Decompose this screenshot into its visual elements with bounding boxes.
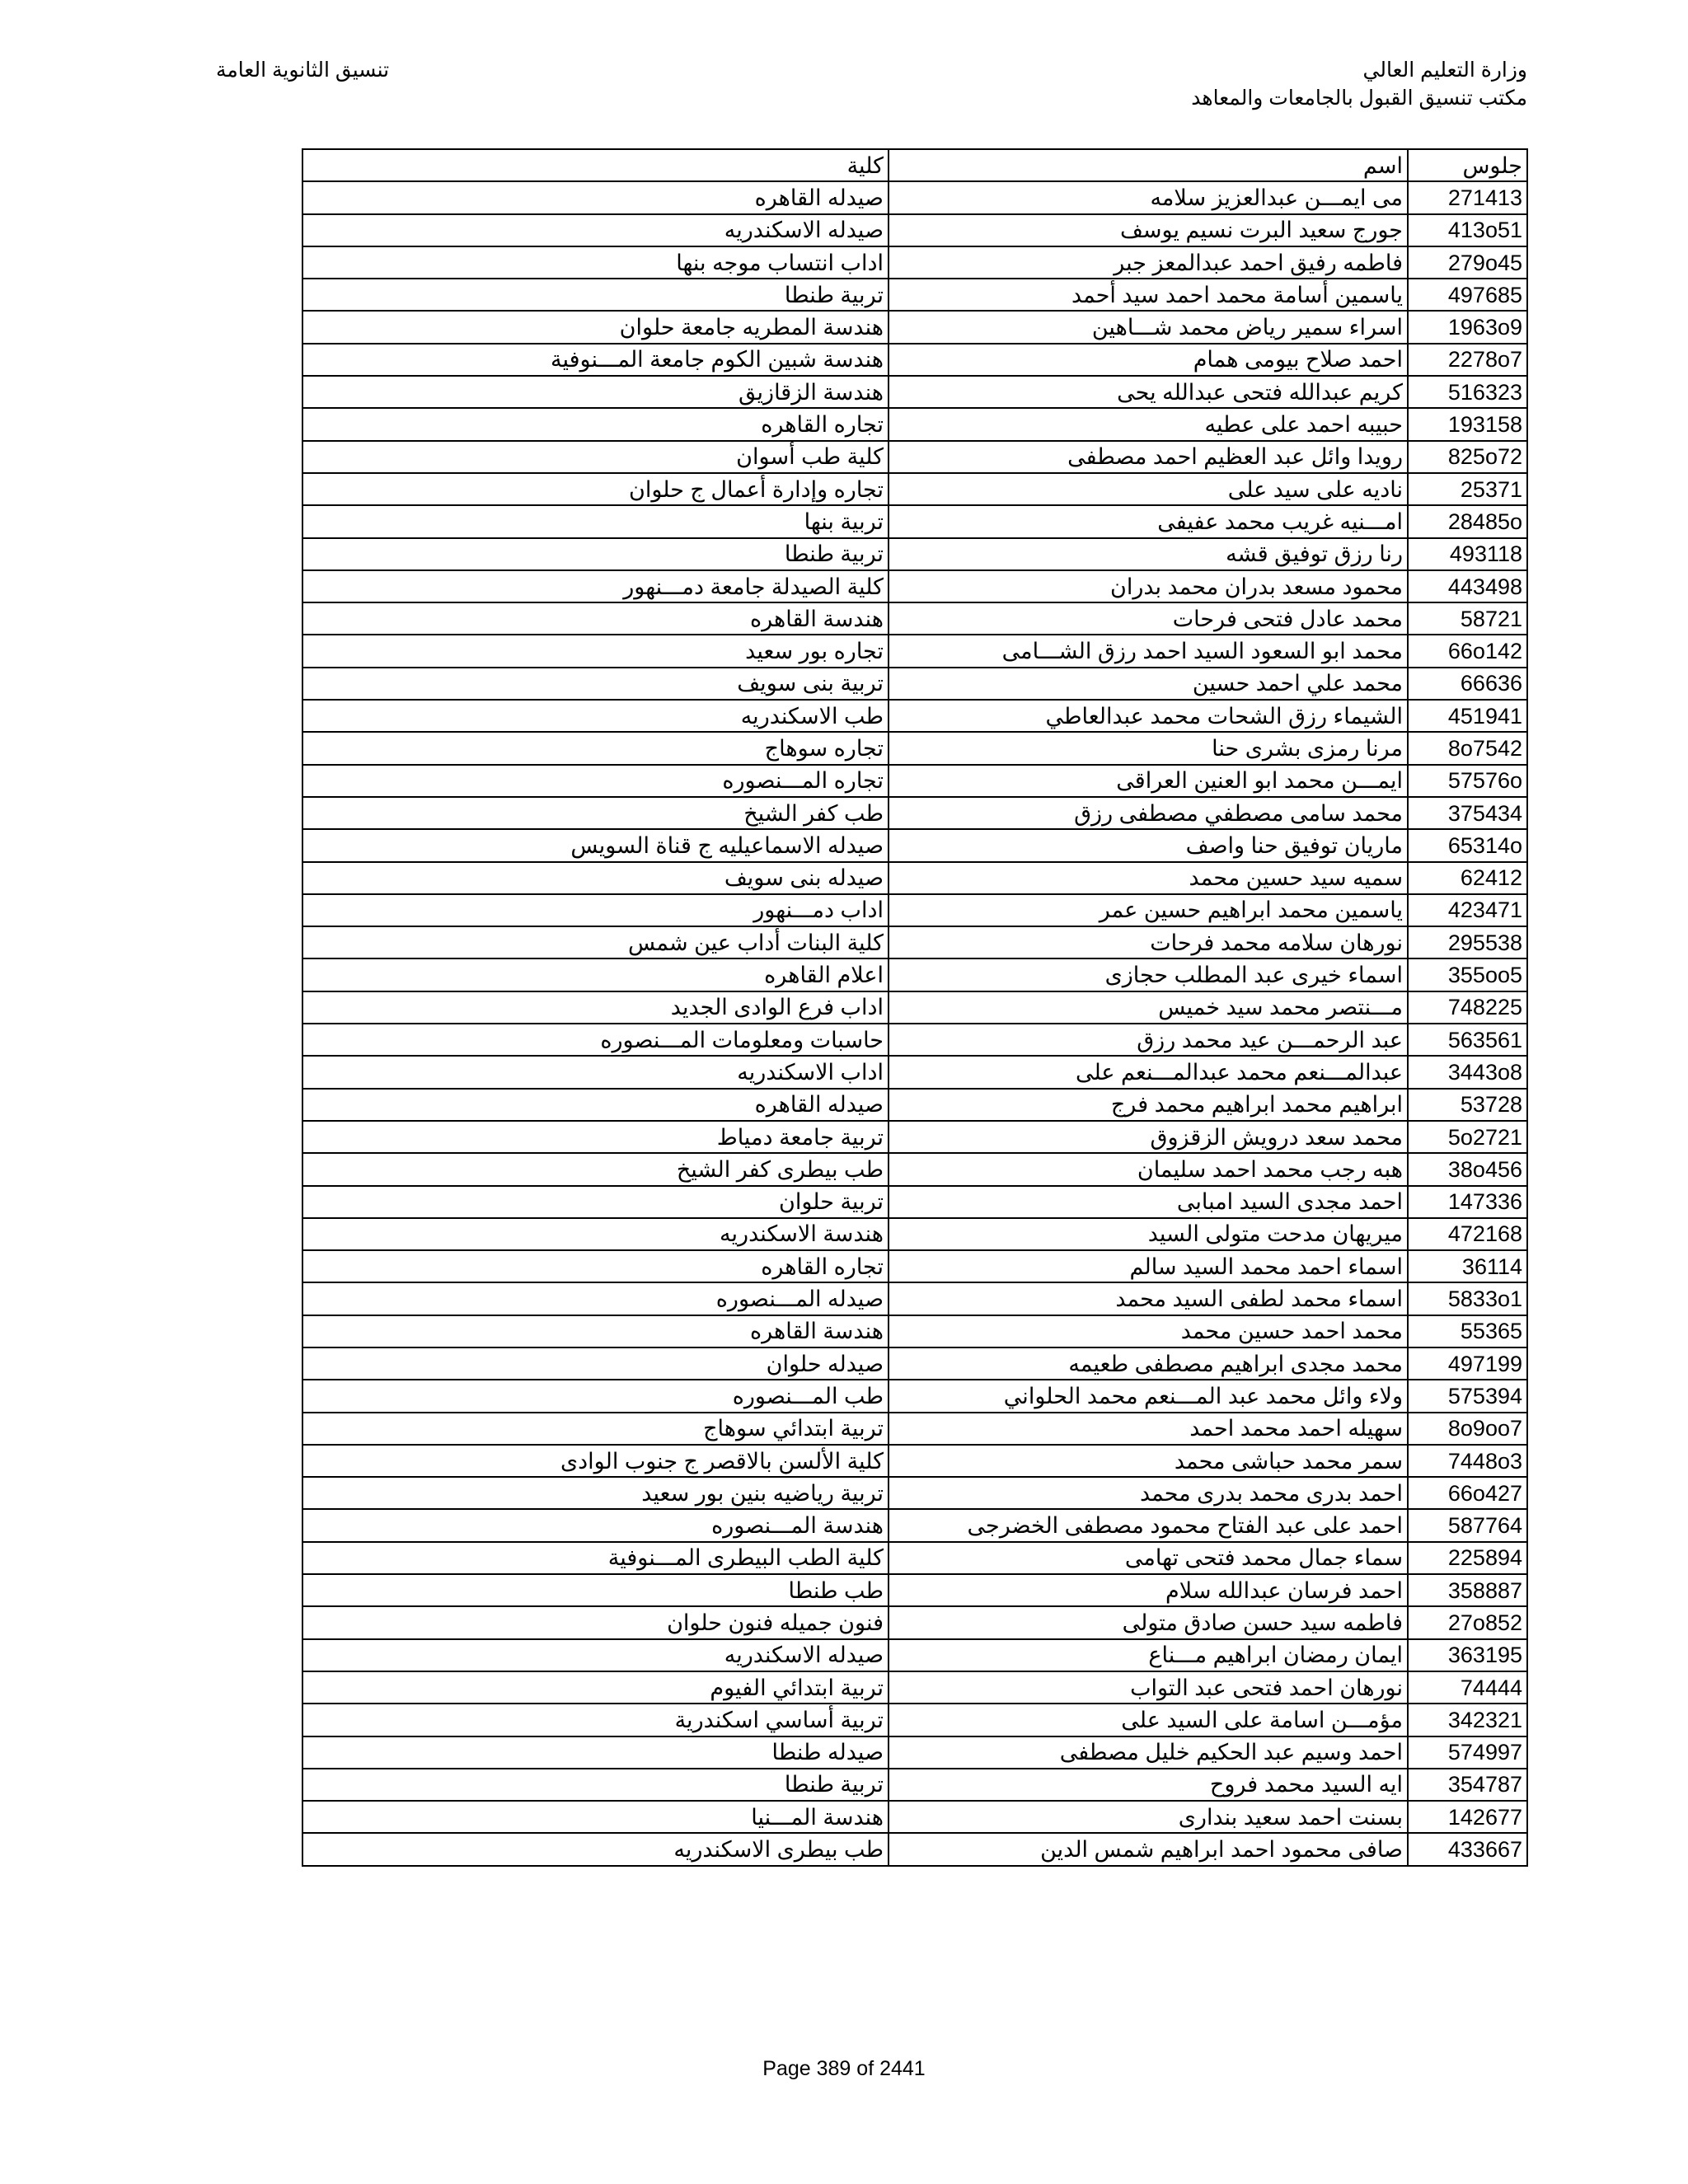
table-row — [302, 1509, 1527, 1541]
student-name-cell: عبد الرحمـــن عيد محمد رزق — [889, 1024, 1408, 1056]
column-header-name: اسم — [889, 149, 1408, 181]
faculty-cell: تربية طنطا — [302, 1769, 889, 1801]
faculty-cell: تربية أساسي اسكندرية — [302, 1704, 889, 1736]
student-name-cell: ميريهان مدحت متولى السيد — [889, 1218, 1408, 1250]
seat-number-cell: 147336 — [1408, 1186, 1527, 1218]
table-row — [302, 1736, 1527, 1769]
table-row — [302, 700, 1527, 732]
faculty-cell: صيدله بنى سويف — [302, 862, 889, 894]
faculty-cell: كلية البنات أداب عين شمس — [302, 926, 889, 958]
seat-number-cell: 25371 — [1408, 473, 1527, 505]
faculty-cell: تجاره بور سعيد — [302, 635, 889, 667]
table-row — [302, 1218, 1527, 1250]
table-row — [302, 829, 1527, 861]
column-header-faculty: كلية — [302, 149, 889, 181]
header-ministry-block — [1191, 56, 1527, 112]
faculty-cell: فنون جميله فنون حلوان — [302, 1606, 889, 1638]
student-name-cell: محمد عادل فتحى فرحات — [889, 602, 1408, 635]
student-name-cell: اسماء خيرى عبد المطلب حجازى — [889, 958, 1408, 991]
table-row — [302, 958, 1527, 991]
student-name-cell: الشيماء رزق الشحات محمد عبدالعاطي — [889, 700, 1408, 732]
seat-number-cell: 57576o — [1408, 765, 1527, 797]
seat-number-cell: 493118 — [1408, 538, 1527, 570]
faculty-cell: اعلام القاهره — [302, 958, 889, 991]
student-name-cell: احمد صلاح بيومى همام — [889, 344, 1408, 376]
table-row — [302, 1186, 1527, 1218]
table-row — [302, 344, 1527, 376]
faculty-cell: هندسة الزقازيق — [302, 376, 889, 408]
table-row — [302, 1542, 1527, 1574]
table-row — [302, 246, 1527, 279]
student-name-cell: احمد بدرى محمد بدرى محمد — [889, 1477, 1408, 1509]
student-name-cell: اسماء محمد لطفى السيد محمد — [889, 1282, 1408, 1315]
faculty-cell: هندسة الاسكندريه — [302, 1218, 889, 1250]
table-row — [302, 1315, 1527, 1347]
faculty-cell: تربية طنطا — [302, 279, 889, 311]
faculty-cell: صيدله طنطا — [302, 1736, 889, 1769]
faculty-cell: تربية ابتدائي سوهاج — [302, 1413, 889, 1445]
faculty-cell: اداب الاسكندريه — [302, 1056, 889, 1088]
seat-number-cell: 38o456 — [1408, 1153, 1527, 1185]
student-name-cell: فاطمه رفيق احمد عبدالمعز جبر — [889, 246, 1408, 279]
seat-number-cell: 413o51 — [1408, 214, 1527, 246]
faculty-cell: صيدله الاسكندريه — [302, 1639, 889, 1671]
faculty-cell: كلية طب أسوان — [302, 441, 889, 473]
seat-number-cell: 574997 — [1408, 1736, 1527, 1769]
student-name-cell: صافى محمود احمد ابراهيم شمس الدين — [889, 1833, 1408, 1865]
seat-number-cell: 28485o — [1408, 505, 1527, 537]
student-name-cell: ناديه على سيد على — [889, 473, 1408, 505]
table-row — [302, 1574, 1527, 1606]
student-name-cell: اسماء احمد محمد السيد سالم — [889, 1250, 1408, 1282]
seat-number-cell: 355oo5 — [1408, 958, 1527, 991]
student-name-cell: سماء جمال محمد فتحى تهامى — [889, 1542, 1408, 1574]
faculty-cell: كلية الصيدلة جامعة دمـــنهور — [302, 570, 889, 602]
table-row — [302, 505, 1527, 537]
seat-number-cell: 5o2721 — [1408, 1121, 1527, 1153]
student-name-cell: رويدا وائل عبد العظيم احمد مصطفى — [889, 441, 1408, 473]
faculty-cell: كلية الطب البيطرى المـــنوفية — [302, 1542, 889, 1574]
seat-number-cell: 342321 — [1408, 1704, 1527, 1736]
faculty-cell: صيدله الاسكندريه — [302, 214, 889, 246]
student-name-cell: محمد احمد حسين محمد — [889, 1315, 1408, 1347]
table-row — [302, 797, 1527, 829]
column-header-seat: جلوس — [1408, 149, 1527, 181]
table-row — [302, 635, 1527, 667]
table-row — [302, 376, 1527, 408]
student-name-cell: محمد ابو السعود السيد احمد رزق الشـــامى — [889, 635, 1408, 667]
table-row — [302, 1089, 1527, 1121]
student-name-cell: ياسمين محمد ابراهيم حسين عمر — [889, 894, 1408, 926]
faculty-cell: طب بيطرى كفر الشيخ — [302, 1153, 889, 1185]
table-row — [302, 1153, 1527, 1185]
faculty-cell: صيدله القاهره — [302, 181, 889, 213]
faculty-cell: صيدله القاهره — [302, 1089, 889, 1121]
seat-number-cell: 7448o3 — [1408, 1445, 1527, 1477]
table-row — [302, 441, 1527, 473]
table-row — [302, 279, 1527, 311]
seat-number-cell: 354787 — [1408, 1769, 1527, 1801]
table-row — [302, 1347, 1527, 1380]
seat-number-cell: 2278o7 — [1408, 344, 1527, 376]
table-row — [302, 926, 1527, 958]
faculty-cell: صيدله حلوان — [302, 1347, 889, 1380]
table-row — [302, 570, 1527, 602]
table-row — [302, 991, 1527, 1024]
seat-number-cell: 53728 — [1408, 1089, 1527, 1121]
seat-number-cell: 225894 — [1408, 1542, 1527, 1574]
admission-table-body — [302, 149, 1527, 1866]
student-name-cell: اسراء سمير رياض محمد شـــاهين — [889, 311, 1408, 343]
faculty-cell: تربية رياضيه بنين بور سعيد — [302, 1477, 889, 1509]
faculty-cell: كلية الألسن بالاقصر ج جنوب الوادى — [302, 1445, 889, 1477]
table-row — [302, 732, 1527, 764]
table-row — [302, 408, 1527, 440]
table-header-row — [302, 149, 1527, 181]
seat-number-cell: 142677 — [1408, 1801, 1527, 1833]
seat-number-cell: 497685 — [1408, 279, 1527, 311]
faculty-cell: تربية بنى سويف — [302, 668, 889, 700]
seat-number-cell: 62412 — [1408, 862, 1527, 894]
student-name-cell: سهيله احمد محمد احمد — [889, 1413, 1408, 1445]
student-name-cell: كريم عبدالله فتحى عبدالله يحى — [889, 376, 1408, 408]
seat-number-cell: 27o852 — [1408, 1606, 1527, 1638]
faculty-cell: تجاره القاهره — [302, 1250, 889, 1282]
faculty-cell: حاسبات ومعلومات المـــنصوره — [302, 1024, 889, 1056]
student-name-cell: ايه السيد محمد فروح — [889, 1769, 1408, 1801]
student-name-cell: نورهان سلامه محمد فرحات — [889, 926, 1408, 958]
student-name-cell: محمود مسعد بدران محمد بدران — [889, 570, 1408, 602]
student-name-cell: احمد على عبد الفتاح محمود مصطفى الخضرجى — [889, 1509, 1408, 1541]
seat-number-cell: 65314o — [1408, 829, 1527, 861]
table-row — [302, 1477, 1527, 1509]
seat-number-cell: 58721 — [1408, 602, 1527, 635]
seat-number-cell: 433667 — [1408, 1833, 1527, 1865]
seat-number-cell: 516323 — [1408, 376, 1527, 408]
faculty-cell: تربية ابتدائي الفيوم — [302, 1671, 889, 1704]
student-name-cell: مى ايمـــن عبدالعزيز سلامه — [889, 181, 1408, 213]
seat-number-cell: 295538 — [1408, 926, 1527, 958]
student-name-cell: فاطمه سيد حسن صادق متولى — [889, 1606, 1408, 1638]
seat-number-cell: 8o7542 — [1408, 732, 1527, 764]
student-name-cell: احمد وسيم عبد الحكيم خليل مصطفى — [889, 1736, 1408, 1769]
faculty-cell: اداب فرع الوادى الجديد — [302, 991, 889, 1024]
table-row — [302, 1704, 1527, 1736]
student-name-cell: عبدالمـــنعم محمد عبدالمـــنعم على — [889, 1056, 1408, 1088]
table-row — [302, 894, 1527, 926]
office-name: مكتب تنسيق القبول بالجامعات والمعاهد — [1191, 87, 1527, 110]
seat-number-cell: 451941 — [1408, 700, 1527, 732]
faculty-cell: هندسة المـــنيا — [302, 1801, 889, 1833]
table-row — [302, 1282, 1527, 1315]
table-row — [302, 668, 1527, 700]
seat-number-cell: 5833o1 — [1408, 1282, 1527, 1315]
seat-number-cell: 443498 — [1408, 570, 1527, 602]
table-row — [302, 1639, 1527, 1671]
seat-number-cell: 358887 — [1408, 1574, 1527, 1606]
seat-number-cell: 66636 — [1408, 668, 1527, 700]
student-name-cell: ياسمين أسامة محمد احمد سيد أحمد — [889, 279, 1408, 311]
student-name-cell: مرنا رمزى بشرى حنا — [889, 732, 1408, 764]
faculty-cell: تربية جامعة دمياط — [302, 1121, 889, 1153]
student-name-cell: جورج سعيد البرت نسيم يوسف — [889, 214, 1408, 246]
student-name-cell: ابراهيم محمد ابراهيم محمد فرج — [889, 1089, 1408, 1121]
seat-number-cell: 497199 — [1408, 1347, 1527, 1380]
student-name-cell: رنا رزق توفيق قشه — [889, 538, 1408, 570]
faculty-cell: طب طنطا — [302, 1574, 889, 1606]
student-name-cell: امـــنيه غريب محمد عفيفى — [889, 505, 1408, 537]
table-row — [302, 214, 1527, 246]
seat-number-cell: 271413 — [1408, 181, 1527, 213]
student-name-cell: محمد مجدى ابراهيم مصطفى طعيمه — [889, 1347, 1408, 1380]
faculty-cell: هندسة القاهره — [302, 602, 889, 635]
student-name-cell: بسنت احمد سعيد بندارى — [889, 1801, 1408, 1833]
seat-number-cell: 3443o8 — [1408, 1056, 1527, 1088]
seat-number-cell: 472168 — [1408, 1218, 1527, 1250]
faculty-cell: اداب انتساب موجه بنها — [302, 246, 889, 279]
table-row — [302, 1606, 1527, 1638]
seat-number-cell: 748225 — [1408, 991, 1527, 1024]
table-row — [302, 1413, 1527, 1445]
table-row — [302, 862, 1527, 894]
faculty-cell: تجاره سوهاج — [302, 732, 889, 764]
student-name-cell: مؤمـــن اسامة على السيد على — [889, 1704, 1408, 1736]
faculty-cell: طب المـــنصوره — [302, 1380, 889, 1412]
ministry-name: وزارة التعليم العالي — [1362, 59, 1527, 82]
seat-number-cell: 279o45 — [1408, 246, 1527, 279]
seat-number-cell: 55365 — [1408, 1315, 1527, 1347]
faculty-cell: هندسة المـــنصوره — [302, 1509, 889, 1541]
faculty-cell: هندسة شبين الكوم جامعة المـــنوفية — [302, 344, 889, 376]
faculty-cell: هندسة القاهره — [302, 1315, 889, 1347]
seat-number-cell: 825o72 — [1408, 441, 1527, 473]
student-name-cell: محمد سامى مصطفي مصطفى رزق — [889, 797, 1408, 829]
page-number: Page 389 of 2441 — [762, 2057, 926, 2080]
student-name-cell: سمر محمد حباشى محمد — [889, 1445, 1408, 1477]
table-row — [302, 602, 1527, 635]
faculty-cell: تربية بنها — [302, 505, 889, 537]
faculty-cell: تربية حلوان — [302, 1186, 889, 1218]
admission-table — [302, 148, 1528, 1867]
student-name-cell: ايمان رمضان ابراهيم مـــناع — [889, 1639, 1408, 1671]
faculty-cell: طب كفر الشيخ — [302, 797, 889, 829]
table-row — [302, 181, 1527, 213]
student-name-cell: ماريان توفيق حنا واصف — [889, 829, 1408, 861]
faculty-cell: تجاره وإدارة أعمال ج حلوان — [302, 473, 889, 505]
table-row — [302, 1121, 1527, 1153]
table-row — [302, 1801, 1527, 1833]
table-row — [302, 311, 1527, 343]
student-name-cell: هبه رجب محمد احمد سليمان — [889, 1153, 1408, 1185]
student-name-cell: احمد فرسان عبدالله سلام — [889, 1574, 1408, 1606]
seat-number-cell: 423471 — [1408, 894, 1527, 926]
seat-number-cell: 587764 — [1408, 1509, 1527, 1541]
student-name-cell: مـــنتصر محمد سيد خميس — [889, 991, 1408, 1024]
seat-number-cell: 66o427 — [1408, 1477, 1527, 1509]
table-row — [302, 538, 1527, 570]
program-title: تنسيق الثانوية العامة — [216, 59, 390, 82]
table-row — [302, 1833, 1527, 1865]
student-name-cell: نورهان احمد فتحى عبد التواب — [889, 1671, 1408, 1704]
student-name-cell: محمد سعد درويش الزقزوق — [889, 1121, 1408, 1153]
faculty-cell: تجاره القاهره — [302, 408, 889, 440]
table-row — [302, 1380, 1527, 1412]
table-row — [302, 473, 1527, 505]
faculty-cell: هندسة المطريه جامعة حلوان — [302, 311, 889, 343]
table-row — [302, 1024, 1527, 1056]
table-row — [302, 1056, 1527, 1088]
student-name-cell: ولاء وائل محمد عبد المـــنعم محمد الحلواني — [889, 1380, 1408, 1412]
faculty-cell: اداب دمـــنهور — [302, 894, 889, 926]
table-row — [302, 1769, 1527, 1801]
table-row — [302, 1445, 1527, 1477]
seat-number-cell: 36114 — [1408, 1250, 1527, 1282]
faculty-cell: صيدله المـــنصوره — [302, 1282, 889, 1315]
student-name-cell: سميه سيد حسين محمد — [889, 862, 1408, 894]
faculty-cell: طب الاسكندريه — [302, 700, 889, 732]
student-name-cell: حبيبه احمد على عطيه — [889, 408, 1408, 440]
table-row — [302, 1250, 1527, 1282]
faculty-cell: تجاره المـــنصوره — [302, 765, 889, 797]
table-row — [302, 765, 1527, 797]
student-name-cell: ايمـــن محمد ابو العنين العراقى — [889, 765, 1408, 797]
seat-number-cell: 363195 — [1408, 1639, 1527, 1671]
faculty-cell: صيدله الاسماعيليه ج قناة السويس — [302, 829, 889, 861]
seat-number-cell: 563561 — [1408, 1024, 1527, 1056]
table-row — [302, 1671, 1527, 1704]
seat-number-cell: 8o9oo7 — [1408, 1413, 1527, 1445]
seat-number-cell: 375434 — [1408, 797, 1527, 829]
seat-number-cell: 193158 — [1408, 408, 1527, 440]
student-name-cell: محمد علي احمد حسين — [889, 668, 1408, 700]
seat-number-cell: 575394 — [1408, 1380, 1527, 1412]
faculty-cell: طب بيطرى الاسكندريه — [302, 1833, 889, 1865]
seat-number-cell: 66o142 — [1408, 635, 1527, 667]
seat-number-cell: 1963o9 — [1408, 311, 1527, 343]
student-name-cell: احمد مجدى السيد امبابى — [889, 1186, 1408, 1218]
faculty-cell: تربية طنطا — [302, 538, 889, 570]
seat-number-cell: 74444 — [1408, 1671, 1527, 1704]
